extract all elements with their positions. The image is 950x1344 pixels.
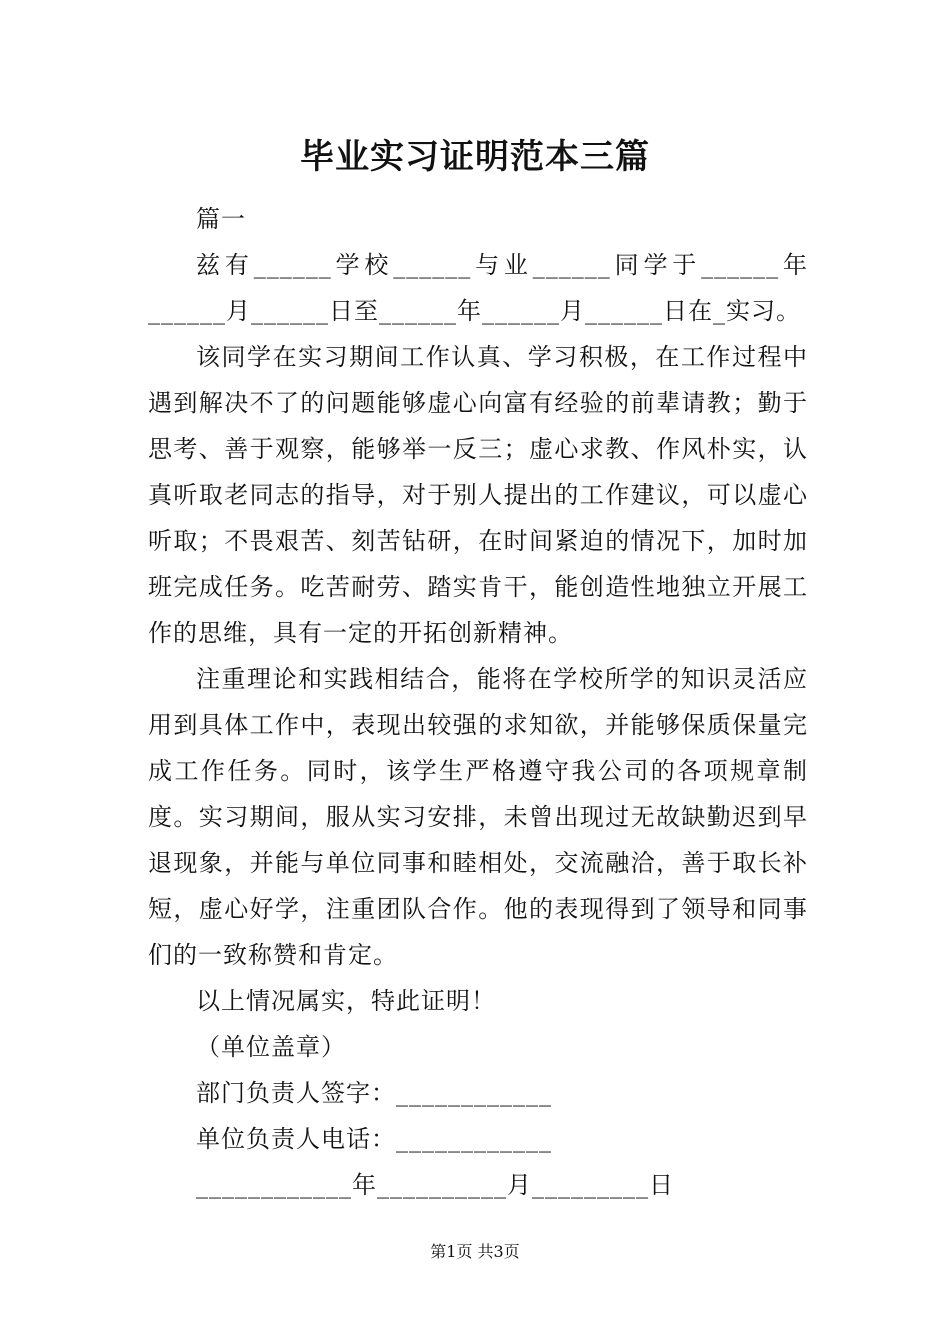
performance-paragraph: 该同学在实习期间工作认真、学习积极，在工作过程中遇到解决不了的问题能够虚心向富有经验的前辈请教；勤于思考、善于观察，能够举一反三；虚心求教、作风朴实，认真听取老同志的指导，对于别人提出的工作建议，可以虚心听取；不畏艰苦、刻苦钻研，在时间紧迫的情况下，加时加班完成任务。吃苦耐劳、踏实肯干，能创造性地独立开展工作的思维，具有一定的开拓创新精神。 bbox=[148, 343, 808, 647]
unit-phone-line: 单位负责人电话：____________ bbox=[196, 1125, 552, 1153]
document-body bbox=[148, 196, 808, 1208]
document-title: 毕业实习证明范本三篇 bbox=[300, 137, 650, 177]
intro-paragraph: 兹有______学校______与业______同学于______年______月______日至______年______月______日在_实习。 bbox=[148, 251, 808, 325]
date-line: ____________年__________月_________日 bbox=[196, 1171, 674, 1199]
page-footer: 第1页 共3页 bbox=[430, 1242, 520, 1261]
seal-line: （单位盖章） bbox=[196, 1033, 346, 1061]
department-signature-line: 部门负责人签字：____________ bbox=[196, 1079, 552, 1107]
certification-statement: 以上情况属实，特此证明！ bbox=[196, 987, 496, 1015]
practice-paragraph: 注重理论和实践相结合，能将在学校所学的知识灵活应用到具体工作中，表现出较强的求知欲，并能够保质保量完成工作任务。同时，该学生严格遵守我公司的各项规章制度。实习期间，服从实习安排，未曾出现过无故缺勤迟到早退现象，并能与单位同事和睦相处，交流融洽，善于取长补短，虚心好学，注重团队合作。他的表现得到了领导和同事们的一致称赞和肯定。 bbox=[148, 665, 808, 969]
section-heading: 篇一 bbox=[196, 205, 246, 233]
